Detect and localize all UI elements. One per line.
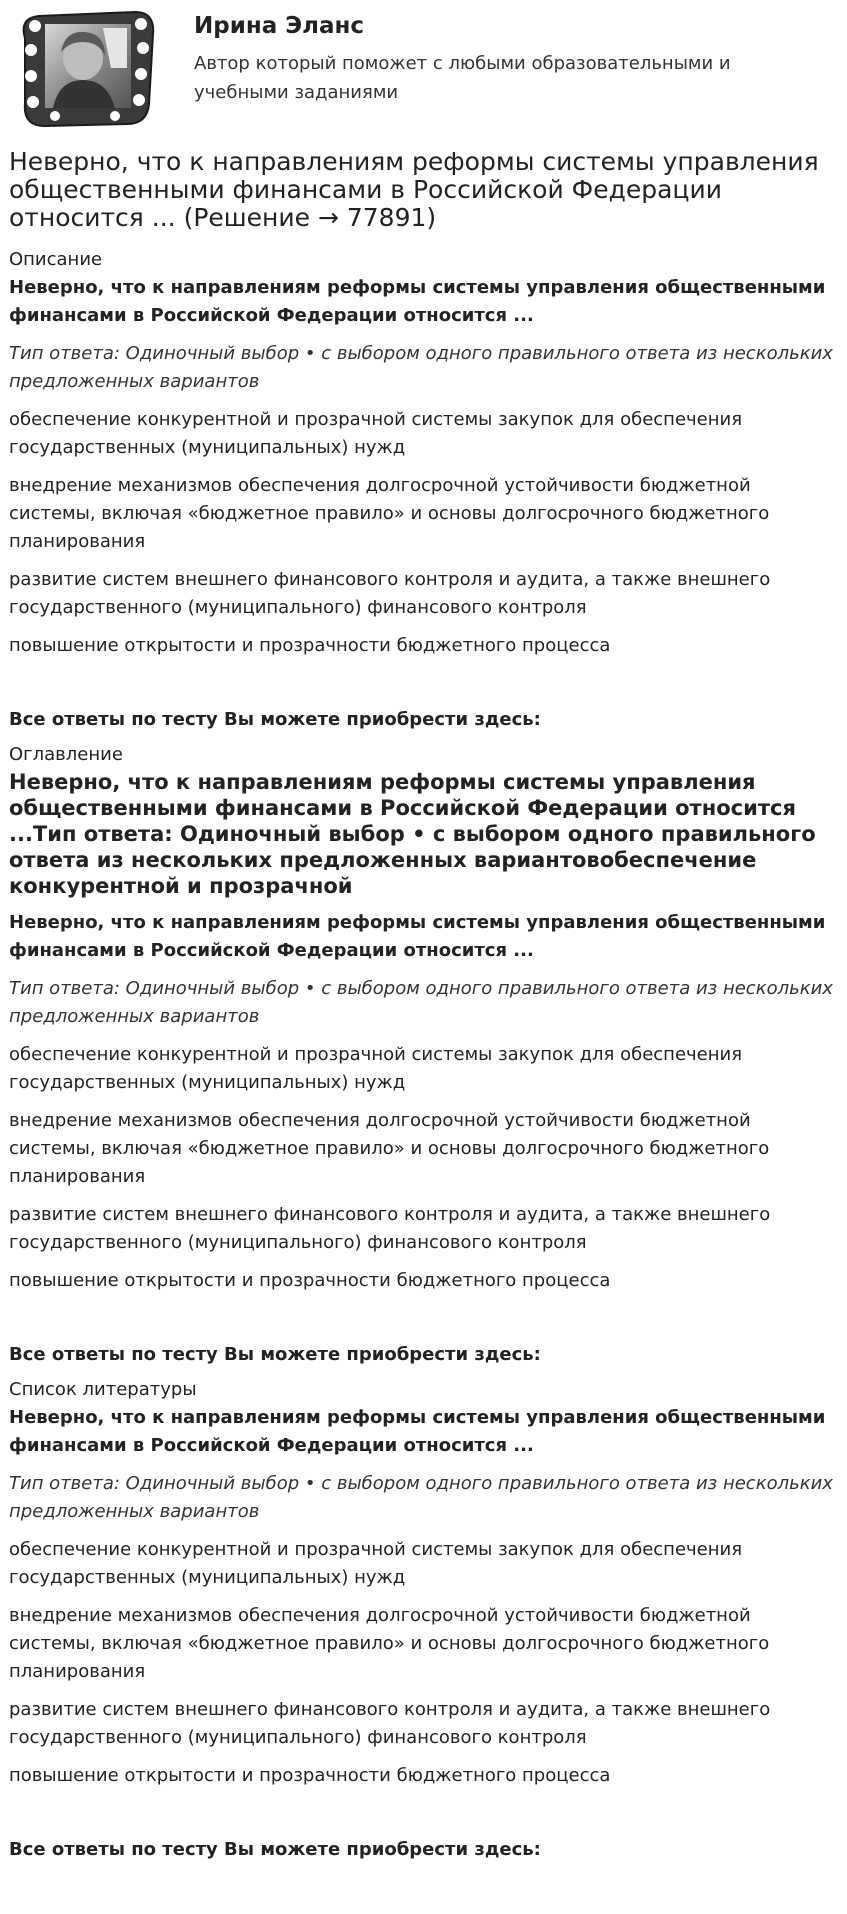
buy-answers-note: Все ответы по тесту Вы можете приобрести здесь: (9, 709, 541, 730)
buy-answers-note: Все ответы по тесту Вы можете приобрести здесь: (9, 1839, 541, 1860)
answer-type: Тип ответа: Одиночный выбор • с выбором одного правильного ответа из нескольких предложенных вариантов (9, 978, 833, 1027)
contents-summary: Неверно, что к направлениям реформы системы управления общественными финансами в Российской Федерации относится ...Тип ответа: Одиночный выбор • с выбором одного правильного ответа из нескольких предложенных вариантовобеспечение конкурентной и прозрачной (9, 770, 816, 898)
answer-option: развитие систем внешнего финансового контроля и аудита, а также внешнего государственного (муниципального) финансового контроля (9, 1204, 771, 1253)
question-text: Неверно, что к направлениям реформы системы управления общественными финансами в Российской Федерации относится ... (9, 912, 826, 961)
answer-option: повышение открытости и прозрачности бюджетного процесса (9, 1270, 611, 1291)
author-card (9, 0, 847, 148)
answer-option: обеспечение конкурентной и прозрачной системы закупок для обеспечения государственных (муниципальных) нужд (9, 409, 743, 458)
answer-type: Тип ответа: Одиночный выбор • с выбором одного правильного ответа из нескольких предложенных вариантов (9, 343, 833, 392)
answer-option: внедрение механизмов обеспечения долгосрочной устойчивости бюджетной системы, включая «бюджетное правило» и основы долгосрочного бюджетного планирования (9, 1110, 770, 1187)
author-name[interactable]: Ирина Эланс (194, 13, 365, 39)
page-title: Неверно, что к направлениям реформы системы управления общественными финансами в Российской Федерации относится ... (Решение → 77891) (9, 147, 819, 232)
answer-option: обеспечение конкурентной и прозрачной системы закупок для обеспечения государственных (муниципальных) нужд (9, 1539, 743, 1588)
answer-option: развитие систем внешнего финансового контроля и аудита, а также внешнего государственного (муниципального) финансового контроля (9, 569, 771, 618)
section-label-description: Описание (9, 249, 103, 270)
answer-option: обеспечение конкурентной и прозрачной системы закупок для обеспечения государственных (муниципальных) нужд (9, 1044, 743, 1093)
author-description: Автор который поможет с любыми образовательными и учебными заданиями (194, 53, 731, 103)
section-description (9, 248, 847, 733)
section-label-bibliography: Список литературы (9, 1379, 197, 1400)
answer-option: внедрение механизмов обеспечения долгосрочной устойчивости бюджетной системы, включая «бюджетное правило» и основы долгосрочного бюджетного планирования (9, 475, 770, 552)
avatar-photo (45, 24, 131, 108)
answer-option: развитие систем внешнего финансового контроля и аудита, а также внешнего государственного (муниципального) финансового контроля (9, 1699, 771, 1748)
question-text: Неверно, что к направлениям реформы системы управления общественными финансами в Российской Федерации относится ... (9, 1407, 826, 1456)
answer-type: Тип ответа: Одиночный выбор • с выбором одного правильного ответа из нескольких предложенных вариантов (9, 1473, 833, 1522)
answer-option: повышение открытости и прозрачности бюджетного процесса (9, 1765, 611, 1786)
section-bibliography (9, 1378, 847, 1863)
answer-option: внедрение механизмов обеспечения долгосрочной устойчивости бюджетной системы, включая «бюджетное правило» и основы долгосрочного бюджетного планирования (9, 1605, 770, 1682)
section-label-contents: Оглавление (9, 744, 123, 765)
section-contents (9, 743, 847, 1368)
buy-answers-note: Все ответы по тесту Вы можете приобрести здесь: (9, 1344, 541, 1365)
answer-option: повышение открытости и прозрачности бюджетного процесса (9, 635, 611, 656)
question-text: Неверно, что к направлениям реформы системы управления общественными финансами в Российской Федерации относится ... (9, 277, 826, 326)
author-avatar[interactable] (15, 8, 159, 130)
